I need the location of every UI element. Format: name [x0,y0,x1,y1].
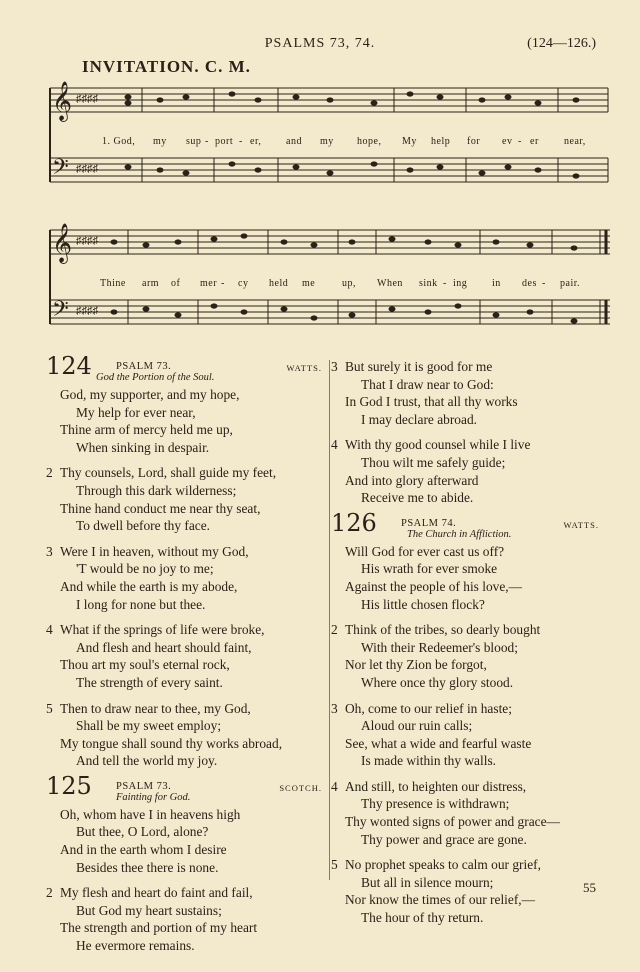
barlines-2 [128,230,552,324]
verse-number: 5 [331,857,338,873]
syllable: near, [564,136,586,147]
verse-line: Besides thee there is none. [76,859,219,875]
psalm-subtitle: Fainting for God. [116,791,191,803]
verse-number: 2 [46,465,53,481]
verse-line: Thy counsels, Lord, shall guide my feet, [60,465,277,481]
verse-line: And tell the world my joy. [76,753,218,769]
verse-line: Nor know the times of our relief,— [345,892,536,908]
syllable: arm [142,278,160,289]
verse-line: Were I in heaven, without my God, [60,543,249,559]
syllable: me [302,278,316,289]
verse-line: The strength and portion of my heart [60,920,258,936]
syllable: My [402,136,417,147]
verse-number: 3 [46,543,53,559]
verse-line: With thy good counsel while I live [345,437,531,453]
psalm-author: WATTS. [563,519,599,530]
syllable: port [215,136,234,147]
psalm-124-verse-2 [46,464,326,534]
verse-line: See, what a wide and fearful waste [345,735,532,751]
verse-line: I may declare abroad. [361,411,477,427]
psalm-126-heading [331,508,603,551]
syllable: for [467,136,481,147]
verse-line: And into glory afterward [345,472,479,488]
verse-line: When sinking in despair. [76,439,210,455]
psalm-124-verse-3b [331,358,603,428]
verse-line: His wrath for ever smoke [361,561,498,577]
verse-line: With their Redeemer's blood; [361,639,518,655]
verse-line: The hour of thy return. [361,910,484,926]
verse-line: Then to draw near to thee, my God, [60,700,251,716]
left-column [46,352,326,955]
psalm-124-verse-4b [331,436,603,506]
syllable: er, [250,136,262,147]
verse-line: Shall be my sweet employ; [76,718,222,734]
bass-staff-2 [50,300,610,324]
syllable: - [205,136,209,147]
verse-line: Will God for ever cast us off? [345,543,505,559]
psalm-title: PSALM 73. [116,361,172,372]
syllable: er [530,136,539,147]
verse-number: 5 [46,700,53,716]
verse-line: His little chosen flock? [361,596,485,612]
syllable: mer [200,278,218,289]
verse-number: 3 [331,359,338,374]
syllable: When [377,278,403,289]
column-divider [329,360,330,880]
verse-line: Thine hand conduct me near thy seat, [60,500,261,516]
syllable: sup [186,136,202,147]
verse-line: Oh, whom have I in heavens high [60,806,241,822]
psalm-125-verse-1 [46,806,326,876]
psalm-subtitle: God the Portion of the Soul. [96,372,215,383]
syllable: help [431,136,451,147]
verse-line: Nor let thy Zion be forgot, [345,657,487,673]
verse-line: The strength of every saint. [76,674,223,690]
psalm-126-verse-4 [331,778,603,848]
verse-line: But thee, O Lord, alone? [76,824,209,840]
psalm-126-verse-2 [331,621,603,691]
psalm-124-verse-4 [46,621,326,691]
tune-meter: C. M. [204,57,251,76]
verse-line: Thy wonted signs of power and grace— [345,814,560,830]
bass-staff-1 [50,158,608,182]
verse-line: Is made within thy walls. [361,753,497,769]
verse-line: Thou wilt me safely guide; [361,454,506,470]
syllable: in [492,278,501,289]
tune-heading [82,57,251,77]
syllable: sink [419,278,438,289]
verse-line: And still, to heighten our distress, [345,778,527,794]
verse-line: Against the people of his love,— [345,578,523,594]
page-header-range: (124—126.) [527,36,596,51]
verse-line: 'T would be no joy to me; [76,561,214,577]
syllable: - [443,278,447,289]
psalm-number: 124 [46,352,92,380]
verse-line: Thy power and grace are gone. [361,831,527,847]
bass-clef-icon: 𝄢 [52,155,69,184]
verse-line: Thy presence is withdrawn; [361,796,510,812]
verse-line: I long for none but thee. [76,596,206,612]
page-number: 55 [583,880,596,895]
verse-line: But God my heart sustains; [76,902,222,918]
verse-number: 3 [331,700,338,716]
psalm-124-verse-5 [46,700,326,770]
verse-line: Thine arm of mercy held me up, [60,422,233,438]
syllable: my [320,136,334,147]
syllable: up, [342,278,356,289]
psalm-number: 125 [46,771,92,800]
treble-clef-icon: 𝄞 [52,225,73,262]
right-column [331,358,603,927]
bass-clef-icon: 𝄢 [52,297,69,326]
syllable: 1. God, [102,136,136,147]
psalm-124-verse-3 [46,543,326,613]
key-signature-icon: ♯♯♯♯ [76,93,98,105]
syllable: - [239,136,243,147]
verse-line: My flesh and heart do faint and fail, [60,885,253,901]
psalm-126-verse-5 [331,856,603,926]
treble-staff-2 [50,230,610,254]
syllable: des [522,278,537,289]
syllable: my [153,136,167,147]
verse-line: Where once thy glory stood. [361,674,514,690]
verse-number: 4 [331,778,338,794]
verse-line: But all in silence mourn; [361,874,494,890]
verse-number: 2 [331,622,338,638]
syllable: of [171,278,181,289]
syllable: - [518,136,522,147]
verse-line: And in the earth whom I desire [60,842,227,858]
verse-line: To dwell before thy face. [76,518,211,534]
verse-number: 4 [331,437,338,453]
treble-clef-icon: 𝄞 [52,83,73,120]
syllable: held [269,278,289,289]
syllable: - [221,278,225,289]
syllable: cy [238,278,249,289]
page-header-title: PSALMS 73, 74. [264,36,376,51]
key-signature-icon: ♯♯♯♯ [76,235,98,247]
psalm-126-verse-1 [331,543,603,613]
syllable: - [542,278,546,289]
psalm-author: WATTS. [286,363,322,373]
verse-line: My tongue shall sound thy works abroad, [60,735,283,751]
verse-line: Through this dark wilderness; [76,482,237,498]
tune-name: INVITATION. [82,57,200,76]
verse-line: And flesh and heart should faint, [76,639,252,655]
verse-line: But surely it is good for me [345,359,493,374]
verse-line: God, my supporter, and my hope, [60,387,240,402]
verse-number: 2 [46,885,53,901]
verse-line: What if the springs of life were broke, [60,622,265,638]
psalm-124-heading [46,352,326,394]
psalm-125-heading [46,771,326,814]
verse-line: Aloud our ruin calls; [361,718,473,734]
verse-line: Think of the tribes, so dearly bought [345,622,541,638]
syllable: ev [502,136,513,147]
verse-line: And while the earth is my abode, [60,578,238,594]
syllable: hope, [357,136,382,147]
verse-line: Oh, come to our relief in haste; [345,700,512,716]
verse-number: 4 [46,622,53,638]
psalm-subtitle: The Church in Affliction. [407,528,512,540]
verse-line: He evermore remains. [76,938,195,954]
verse-line: No prophet speaks to calm our grief, [345,857,541,873]
syllable: ing [453,278,468,289]
psalm-126-verse-3 [331,700,603,770]
verse-line: That I draw near to God: [361,376,494,392]
verse-line: Receive me to abide. [361,490,474,506]
verse-line: In God I trust, that all thy works [345,394,518,410]
psalm-number: 126 [331,508,377,537]
key-signature-icon: ♯♯♯♯ [76,305,98,317]
syllable: Thine [100,278,126,289]
syllable: and [286,136,302,147]
syllable: pair. [560,278,580,289]
verse-line: Thou art my soul's eternal rock, [60,657,230,673]
psalm-title: PSALM 74. [401,517,457,529]
note-heads-1 [125,91,580,178]
psalm-124-verse-1 [46,386,326,456]
verse-line: My help for ever near, [76,404,196,420]
psalm-title: PSALM 73. [116,780,172,792]
psalm-125-verse-2 [46,884,326,954]
key-signature-icon: ♯♯♯♯ [76,163,98,175]
psalm-author: SCOTCH. [279,782,322,793]
